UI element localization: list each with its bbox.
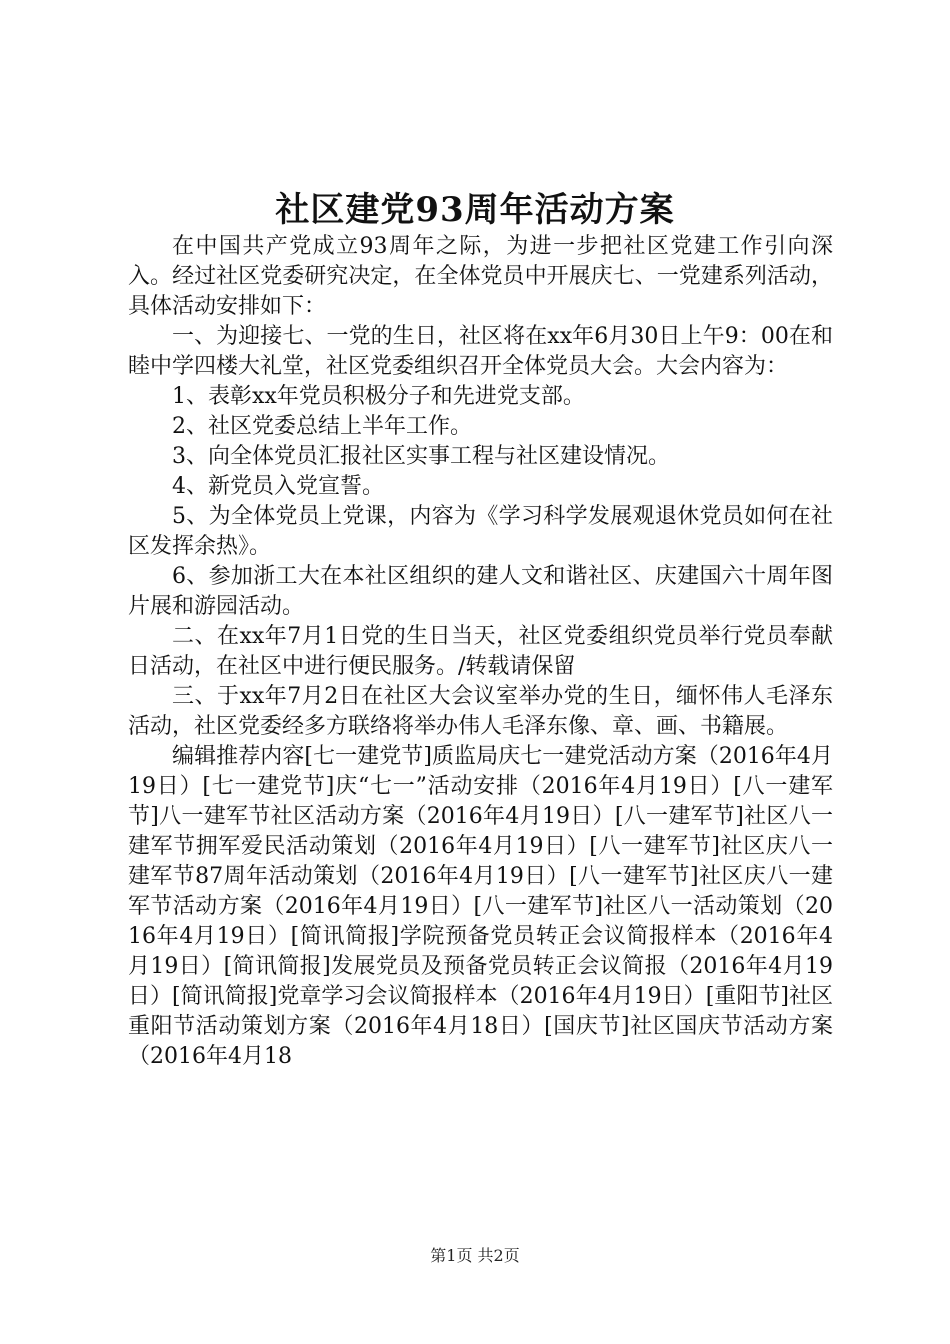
section-two-paragraph: 二、在xx年7月1日党的生日当天，社区党委组织党员举行党员奉献日活动，在社区中进行便民服务。/转载请保留 — [128, 624, 833, 679]
section-three-paragraph: 三、于xx年7月2日在社区大会议室举办党的生日，缅怀伟人毛泽东活动，社区党委经多方联络将举办伟人毛泽东像、章、画、书籍展。 — [128, 684, 833, 739]
list-item: 2、社区党委总结上半年工作。 — [172, 414, 472, 439]
document-title: 社区建党93周年活动方案 — [275, 190, 675, 230]
list-item: 4、新党员入党宣誓。 — [172, 474, 384, 499]
list-item: 6、参加浙工大在本社区组织的建人文和谐社区、庆建国六十周年图片展和游园活动。 — [128, 564, 833, 619]
section-one-paragraph: 一、为迎接七、一党的生日，社区将在xx年6月30日上午9：00在和睦中学四楼大礼堂，社区党委组织召开全体党员大会。大会内容为： — [128, 324, 833, 379]
list-item: 5、为全体党员上党课，内容为《学习科学发展观退休党员如何在社区发挥余热》。 — [128, 504, 833, 559]
intro-paragraph: 在中国共产党成立93周年之际，为进一步把社区党建工作引向深入。经过社区党委研究决定，在全体党员中开展庆七、一党建系列活动，具体活动安排如下： — [128, 234, 833, 319]
list-item: 3、向全体党员汇报社区实事工程与社区建设情况。 — [172, 444, 670, 469]
list-item: 1、表彰xx年党员积极分子和先进党支部。 — [172, 384, 585, 409]
recommended-content-paragraph: 编辑推荐内容[七一建党节]质监局庆七一建党活动方案（2016年4月19日）[七一建党节]庆“七一”活动安排（2016年4月19日）[八一建军节]八一建军节社区活动方案（2016年4月19日）[八一建军节]社区八一建军节拥军爱民活动策划（2016年4月19日）[八一建军节]社区庆八一建军节87周年活动策划（2016年4月19日）[八一建军节]社区庆八一建军节活动方案（2016年4月19日）[八一建军节]社区八一活动策划（2016年4月19日）[简讯简报]学院预备党员转正会议简报样本（2016年4月19日）[简讯简报]发展党员及预备党员转正会议简报（2016年4月19日）[简讯简报]党章学习会议简报样本（2016年4月19日）[重阳节]社区重阳节活动策划方案（2016年4月18日）[国庆节]社区国庆节活动方案（2016年4月18 — [128, 744, 833, 1069]
page-footer: 第1页 共2页 — [430, 1246, 520, 1265]
document-body — [128, 232, 833, 1072]
